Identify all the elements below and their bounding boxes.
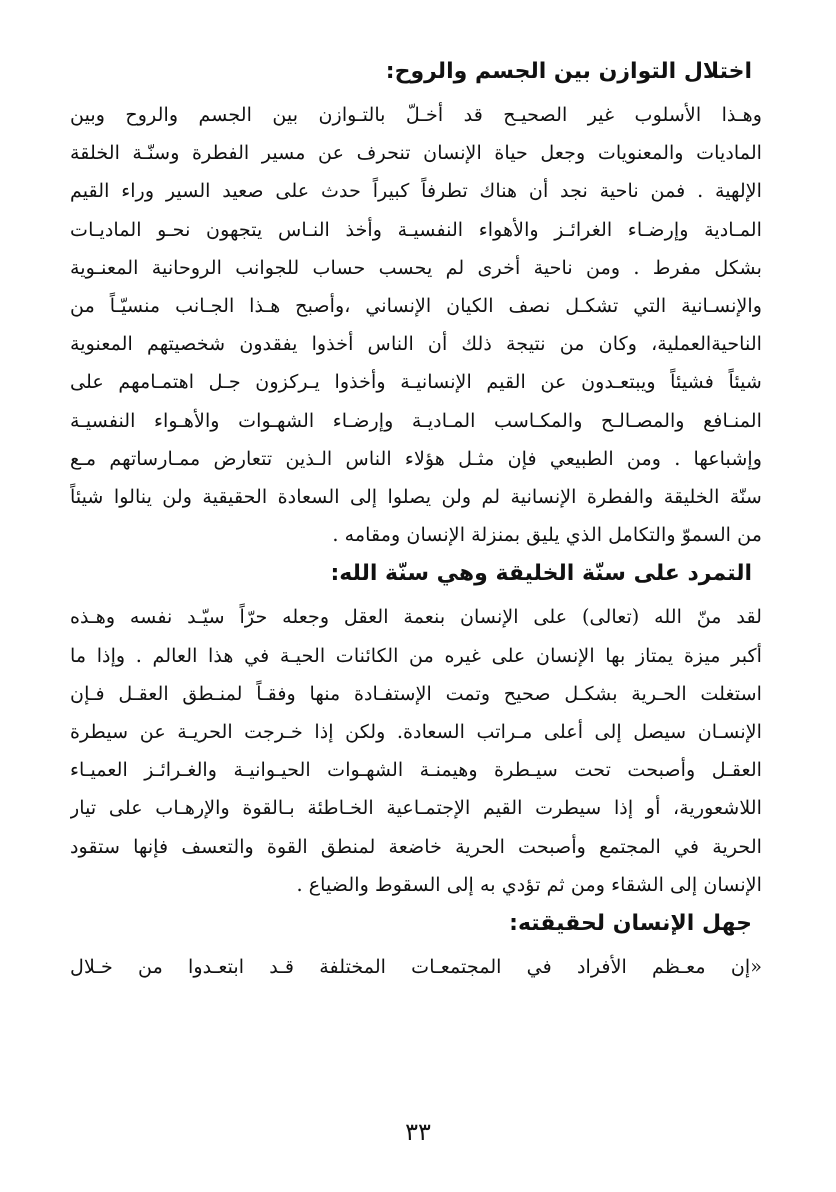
section-heading-ignorance: جهل الإنسان لحقيقته: [509,911,752,937]
text-line: استغلت الحـرية بشكـل صحيح وتمت الإستفـادة منها وفقـاً لمنـطق العقـل فـإن [70,681,762,705]
paragraph-ignorance [70,948,762,986]
text-line: المـادية وإرضـاء الغرائـز والأهواء النفسيـة وأخذ النـاس يتجهون نحـو الماديـات [70,217,762,241]
text-line: العقـل وأصبحت تحت سيـطرة وهيمنـة الشهـوات الحيـوانيـة والغـرائـز العميـاء [70,758,762,782]
section-heading-imbalance: اختلال التوازن بين الجسم والروح: [385,59,752,84]
text-line: اللاشعورية، أو إذا سيطرت القيم الإجتمـاعية الخـاطئة بـالقوة والإرهـاب على تيار [70,796,762,820]
text-line: من السموّ والتكامل الذي يليق بمنزلة الإنسان ومقامه . [332,523,762,547]
text-line: الحرية في المجتمع وأصبحت الحرية خاضعة لمنطق القوة والتعسف فإنها ستقود [70,834,762,858]
text-line: بشكل مفرط . ومن ناحية أخرى لم يحسب حساب للجوانب الروحانية المعنـوية [70,255,762,279]
text-line: الإلهية . فمن ناحية نجد أن هناك تطرفاً كبيراً حدث على صعيد السير وراء القيم [70,179,762,203]
text-line: لقد منّ الله (تعالى) على الإنسان بنعمة العقل وجعله حرّاً سيّـد نفسه وهـذه [70,605,762,629]
text-line: والإنسـانية التي تشكـل نصف الكيان الإنساني ،وأصبح هـذا الجـانب منسيّـاً من [70,294,762,318]
text-line: «إن معـظم الأفراد في المجتمعـات المختلفة قـد ابتعـدوا من خـلال [70,955,762,979]
text-line: شيئاً فشيئاً ويبتعـدون عن القيم الإنسانيـة وأخذوا يـركزون جـل اهتمـامهم على [70,370,762,394]
paragraph-rebellion [70,598,762,904]
text-line: الناحيةالعملية، وكان من نتيجة ذلك أن الناس أخذوا يفقدون شخصيتهم المعنوية [70,332,762,356]
page-number: ٣٣ [405,1118,431,1146]
text-line: وهـذا الأسلوب غير الصحيـح قد أخـلّ بالتـوازن بين الجسم والروح وبين [70,103,762,126]
text-line: وإشباعها . ومن الطبيعي فإن مثـل هؤلاء الناس الـذين تتعارض ممـارساتهم مـع [70,446,762,470]
section-heading-rebellion: التمرد على سنّة الخليقة وهي سنّة الله: [330,561,752,587]
text-line: أكبر ميزة يمتاز بها الإنسان على غيره من الكائنات الحيـة في هذا العالم . وإذا ما [70,643,762,667]
text-line: المنـافع والمصـالـح والمكـاسب المـاديـة وإرضـاء الشهـوات والأهـواء النفسيـة [70,408,762,432]
text-line: سنّة الخليقة والفطرة الإنسانية لم ولن يصلوا إلى السعادة الحقيقية ولن ينالوا شيئاً [70,485,762,509]
text-line: الإنسـان سيصل إلى أعلى مـراتب السعادة. ولكن إذا خـرجت الحريـة عن سيطرة [70,720,762,744]
text-line: الماديات والمعنويات وجعل حياة الإنسان تنحرف عن مسير الفطرة وسنّـة الخلقة [70,141,762,165]
paragraph-imbalance [70,96,762,554]
text-line: الإنسان إلى الشقاء ومن ثم تؤدي به إلى السقوط والضياع . [296,872,762,896]
book-page [70,52,762,986]
